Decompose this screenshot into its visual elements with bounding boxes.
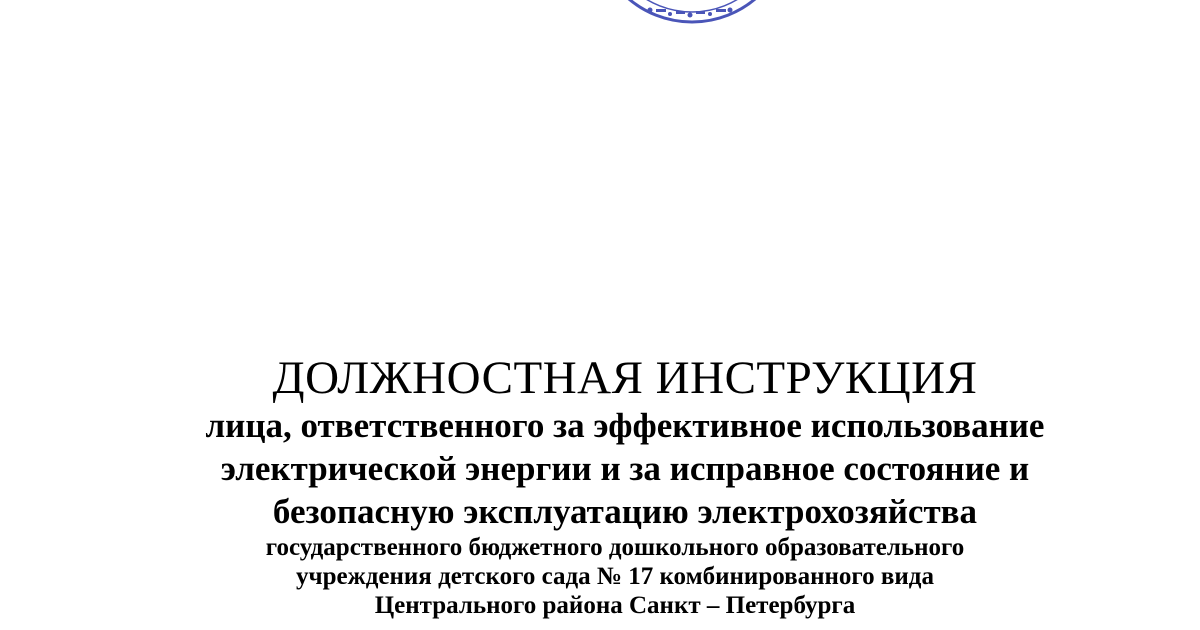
subtitle-line: электрической энергии и за исправное состояние и — [220, 449, 1030, 488]
organization-line: Центрального района Санкт – Петербурга — [374, 592, 856, 619]
document-title-block — [0, 352, 1200, 620]
subtitle-line: лица, ответственного за эффективное использование — [205, 406, 1045, 445]
organization-line: государственного бюджетного дошкольного образовательного — [265, 534, 965, 561]
organization-line: учреждения детского сада № 17 комбинированного вида — [296, 563, 934, 590]
stamp-icon — [592, 0, 792, 24]
subtitle-line: безопасную эксплуатацию электрохозяйства — [272, 492, 978, 531]
document-title: ДОЛЖНОСТНАЯ ИНСТРУКЦИЯ — [272, 352, 978, 404]
